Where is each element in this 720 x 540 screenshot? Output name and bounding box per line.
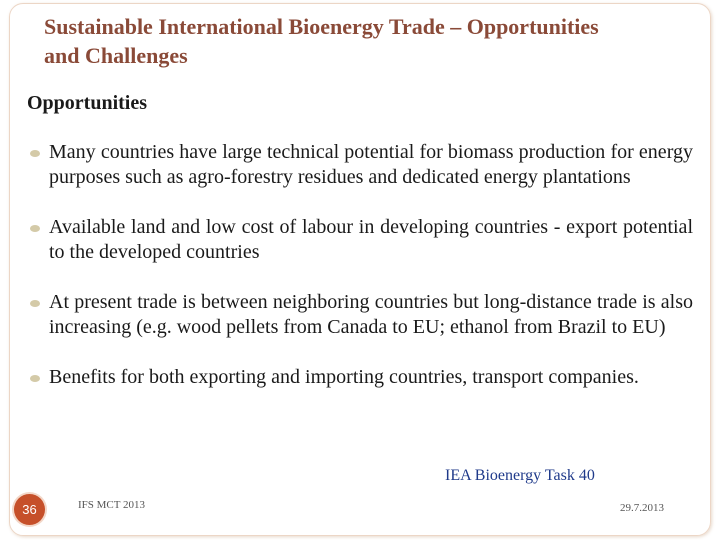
footer-event-label: IFS MCT 2013 <box>78 499 146 511</box>
bullet-marker-icon <box>30 375 40 382</box>
bullet-text: Many countries have large technical potential for biomass production for energy purposes such as agro-forestry residues and dedicated energy plantations <box>49 141 693 188</box>
slide-title <box>44 12 694 70</box>
footer-date: 29.7.2013 <box>620 502 664 514</box>
source-note: IEA Bioenergy Task 40 <box>445 467 595 484</box>
bullet-item <box>27 290 693 340</box>
title-line-2: and Challenges <box>44 43 188 68</box>
bullet-marker-icon <box>30 150 40 157</box>
bullet-item <box>27 215 693 265</box>
bullet-text: At present trade is between neighboring countries but long-distance trade is also increasing (e.g. wood pellets from Canada to EU; ethanol from Brazil to EU) <box>49 291 693 338</box>
bullet-item <box>27 365 693 390</box>
bullet-marker-icon <box>30 225 40 232</box>
bullet-text: Benefits for both exporting and importing countries, transport companies. <box>49 366 639 388</box>
title-line-1: Sustainable International Bioenergy Trade – Opportunities <box>44 14 599 39</box>
bullet-marker-icon <box>30 300 40 307</box>
section-heading: Opportunities <box>27 92 148 114</box>
bullet-text: Available land and low cost of labour in developing countries - export potential to the developed countries <box>49 216 693 263</box>
page-number-badge: 36 <box>14 494 45 525</box>
bullet-item <box>27 140 693 190</box>
bullet-list <box>27 140 693 415</box>
